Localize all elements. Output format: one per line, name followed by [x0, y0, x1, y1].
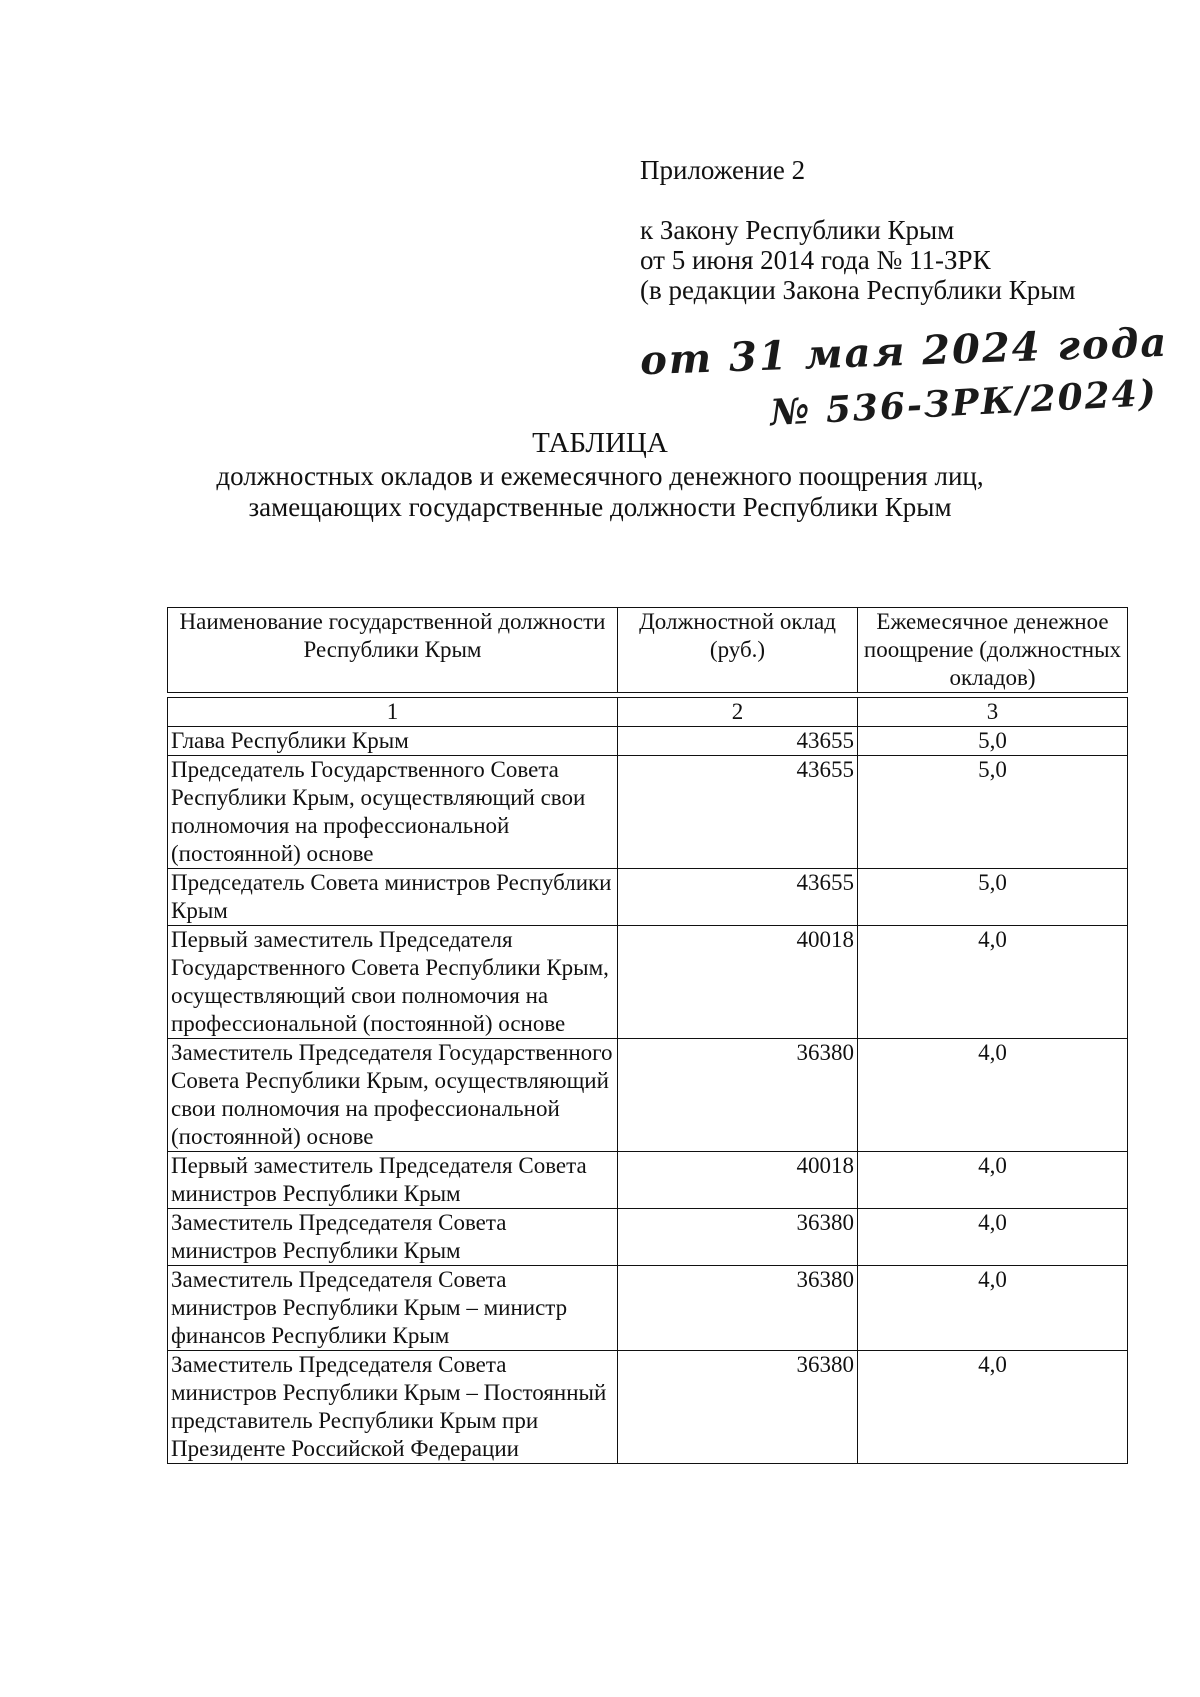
column-number: 2: [618, 698, 858, 727]
bonus-cell: 4,0: [858, 1039, 1128, 1152]
bonus-cell: 5,0: [858, 869, 1128, 926]
table-row: [168, 1351, 1128, 1464]
salary-cell: 36380: [618, 1266, 858, 1351]
header-position: Наименование государственной должности Республики Крым: [168, 608, 618, 693]
table-subtitle-line2: замещающих государственные должности Республики Крым: [248, 492, 952, 522]
column-number: 3: [858, 698, 1128, 727]
position-cell: Глава Республики Крым: [168, 727, 618, 756]
salary-cell: 43655: [618, 727, 858, 756]
appendix-law-date: от 5 июня 2014 года № 11-ЗРК: [640, 245, 991, 275]
salary-cell: 43655: [618, 756, 858, 869]
bonus-cell: 5,0: [858, 756, 1128, 869]
appendix-law-ref: к Закону Республики Крым: [640, 215, 955, 245]
salary-cell: 43655: [618, 869, 858, 926]
position-cell: Заместитель Председателя Совета министров Республики Крым: [168, 1209, 618, 1266]
bonus-cell: 5,0: [858, 727, 1128, 756]
salary-cell: 40018: [618, 926, 858, 1039]
document-title: [0, 428, 1200, 523]
appendix-edition: (в редакции Закона Республики Крым: [640, 275, 1076, 305]
salary-cell: 36380: [618, 1039, 858, 1152]
table-subtitle-line1: должностных окладов и ежемесячного денежного поощрения лиц,: [216, 461, 984, 491]
appendix-header: [640, 155, 1075, 305]
position-cell: Заместитель Председателя Государственного Совета Республики Крым, осуществляющий свои полномочия на профессиональной (постоянной) основе: [168, 1039, 618, 1152]
table-row: [168, 1209, 1128, 1266]
bonus-cell: 4,0: [858, 1351, 1128, 1464]
table-header-row: [168, 608, 1128, 693]
table-row: [168, 756, 1128, 869]
salary-table: [167, 607, 1128, 1464]
appendix-number: Приложение 2: [640, 155, 806, 185]
position-cell: Председатель Государственного Совета Республики Крым, осуществляющий свои полномочия на профессиональной (постоянной) основе: [168, 756, 618, 869]
salary-cell: 36380: [618, 1209, 858, 1266]
handwritten-law-number: № 536-ЗРК/2024): [769, 371, 1159, 435]
position-cell: Первый заместитель Председателя Совета министров Республики Крым: [168, 1152, 618, 1209]
table-row: [168, 727, 1128, 756]
column-number-row: [168, 698, 1128, 727]
column-number: 1: [168, 698, 618, 727]
table-row: [168, 1152, 1128, 1209]
bonus-cell: 4,0: [858, 1266, 1128, 1351]
salary-cell: 36380: [618, 1351, 858, 1464]
table-row: [168, 926, 1128, 1039]
table-row: [168, 1039, 1128, 1152]
position-cell: Заместитель Председателя Совета министров Республики Крым – министр финансов Республики Крым: [168, 1266, 618, 1351]
position-cell: Заместитель Председателя Совета министров Республики Крым – Постоянный представитель Республики Крым при Президенте Российской Федерации: [168, 1351, 618, 1464]
bonus-cell: 4,0: [858, 1152, 1128, 1209]
salary-cell: 40018: [618, 1152, 858, 1209]
bonus-cell: 4,0: [858, 926, 1128, 1039]
table-row: [168, 869, 1128, 926]
position-cell: Председатель Совета министров Республики Крым: [168, 869, 618, 926]
header-salary: Должностной оклад (руб.): [618, 608, 858, 693]
handwritten-date: от 31 мая 2024 года: [639, 318, 1170, 385]
table-row: [168, 1266, 1128, 1351]
bonus-cell: 4,0: [858, 1209, 1128, 1266]
header-bonus: Ежемесячное денежное поощрение (должностных окладов): [858, 608, 1128, 693]
position-cell: Первый заместитель Председателя Государственного Совета Республики Крым, осуществляющий свои полномочия на профессиональной (постоянной) основе: [168, 926, 618, 1039]
table-title: ТАБЛИЦА: [532, 427, 668, 459]
